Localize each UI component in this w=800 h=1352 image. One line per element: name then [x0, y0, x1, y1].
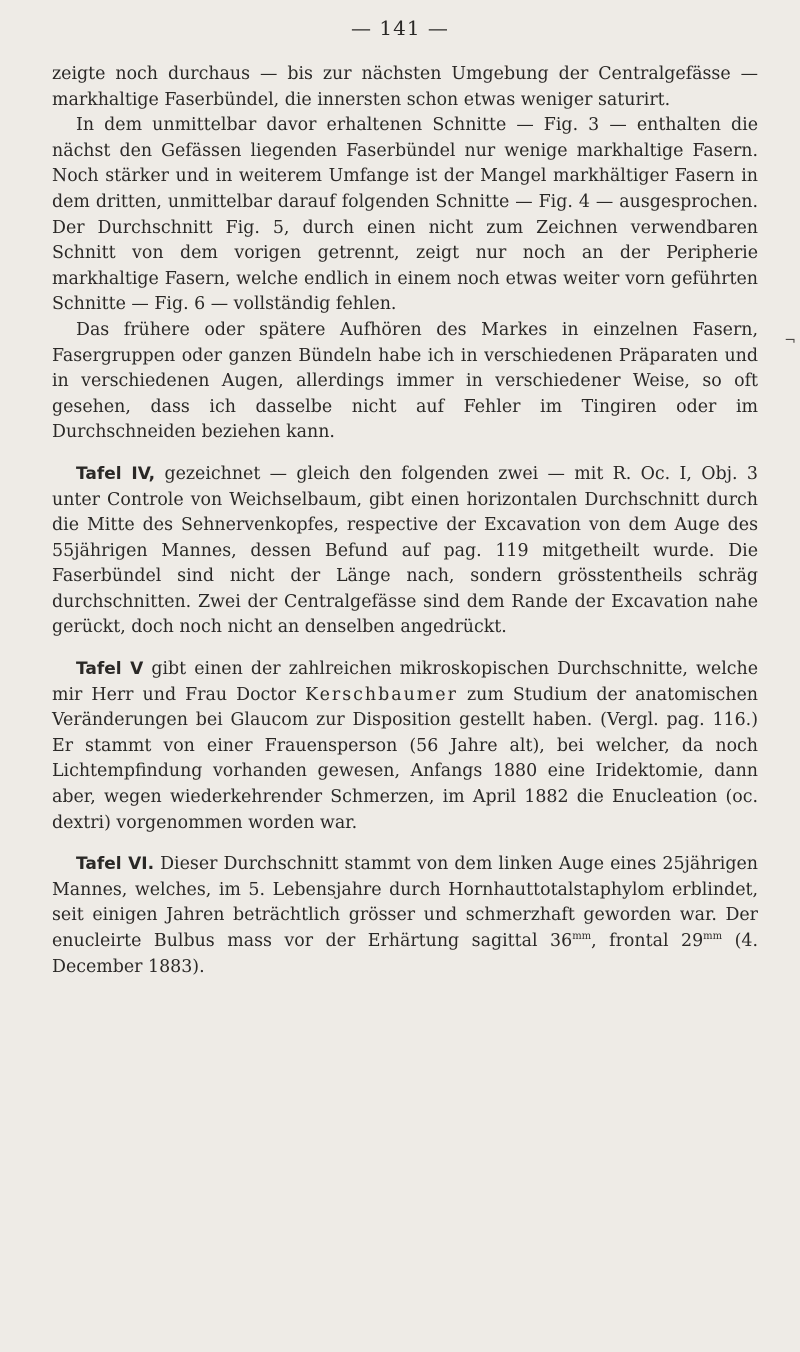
paragraph-tafel-iv-text: gezeichnet — gleich den folgenden zwei — mit R. Oc. I, Obj. 3 unter Controle von Weichselbaum, gibt einen horizontalen Durchschnitt durch die Mitte des Sehnervenkopfes, respective der Excavation von dem Auge des 55jährigen Mannes, dessen Befund auf pag. 119 mitgetheilt wurde. Die Faserbündel sind nicht der Länge nach, sondern grösstentheils schräg durchschnitten. Zwei der Centralgefässe sind dem Rande der Excavation nahe gerückt, doch noch nicht an denselben angedrückt.	[52, 463, 759, 638]
section-lead-tafel-iv: Tafel IV,	[76, 463, 156, 484]
paragraph-continuation: zeigte noch durchaus — bis zur nächsten Umgebung der Centralgefässe — markhaltige Faserbündel, die innersten schon etwas weniger saturirt.	[52, 64, 758, 110]
unit-superscript: mm	[572, 931, 592, 943]
person-name: Kerschbaumer	[305, 684, 458, 705]
paragraph-tafel-iv	[52, 462, 758, 641]
paragraph-tafel-vi-text-a: Dieser Durchschnitt stammt von dem linken Auge eines 25jährigen Mannes, welches, im 5. Lebensjahre durch Hornhauttotalstaphylom erblindet, seit einigen Jahren beträchtlich grösser und schmerzhaft geworden war. Der enucleirte Bulbus mass vor der Erhärtung sagittal 36	[52, 854, 758, 951]
margin-mark: ¬	[784, 333, 796, 349]
body-text	[52, 62, 758, 980]
page-number: — 141 —	[351, 16, 449, 40]
paragraph-tafel-vi	[52, 852, 758, 980]
section-lead-tafel-v: Tafel V	[76, 659, 144, 680]
paragraph-tafel-v	[52, 657, 758, 836]
paragraph-tafel-vi-text-c: (4. December 1883).	[52, 931, 758, 977]
paragraph-tafel-vi-text-b: , frontal 29	[591, 931, 704, 951]
paragraph-mark-loss: Das frühere oder spätere Aufhören des Markes in einzelnen Fasern, Fasergruppen oder ganzen Bündeln habe ich in verschiedenen Präparaten und in verschiedenen Augen, allerdings immer in verschiedener Weise, so oft gesehen, dass ich dasselbe nicht auf Fehler im Tingiren oder im Durchschneiden beziehen kann.	[52, 319, 758, 443]
paragraph-tafel-v-text-b: zum Studium der anatomischen Veränderungen bei Glaucom zur Disposition gestellt haben. (Vergl. pag. 116.) Er stammt von einer Frauensperson (56 Jahre alt), bei welcher, da noch Lichtempfindung vorhanden gewesen, Anfangs 1880 eine Iridektomie, dann aber, wegen wiederkehrender Schmerzen, im April 1882 die Enucleation (oc. dextri) vorgenommen worden war.	[52, 684, 758, 833]
paragraph-figures: In dem unmittelbar davor erhaltenen Schnitte — Fig. 3 — enthalten die nächst den Gefässen liegenden Faserbündel nur wenige markhaltige Fasern. Noch stärker und in weiterem Umfange ist der Mangel markhältiger Fasern in dem dritten, unmittelbar darauf folgenden Schnitte — Fig. 4 — ausgesprochen. Der Durchschnitt Fig. 5, durch einen nicht zum Zeichnen verwendbaren Schnitt von dem vorigen getrennt, zeigt nur noch an der Peripherie markhaltige Fasern, welche endlich in einem noch etwas weiter vorn geführten Schnitte — Fig. 6 — vollständig fehlen.	[52, 115, 758, 315]
paragraph-tafel-v-text-a: gibt einen der zahlreichen mikroskopischen Durchschnitte, welche mir Herr und Frau Doctor	[52, 659, 758, 705]
unit-superscript: mm	[703, 931, 723, 943]
section-lead-tafel-vi: Tafel VI.	[76, 854, 155, 875]
